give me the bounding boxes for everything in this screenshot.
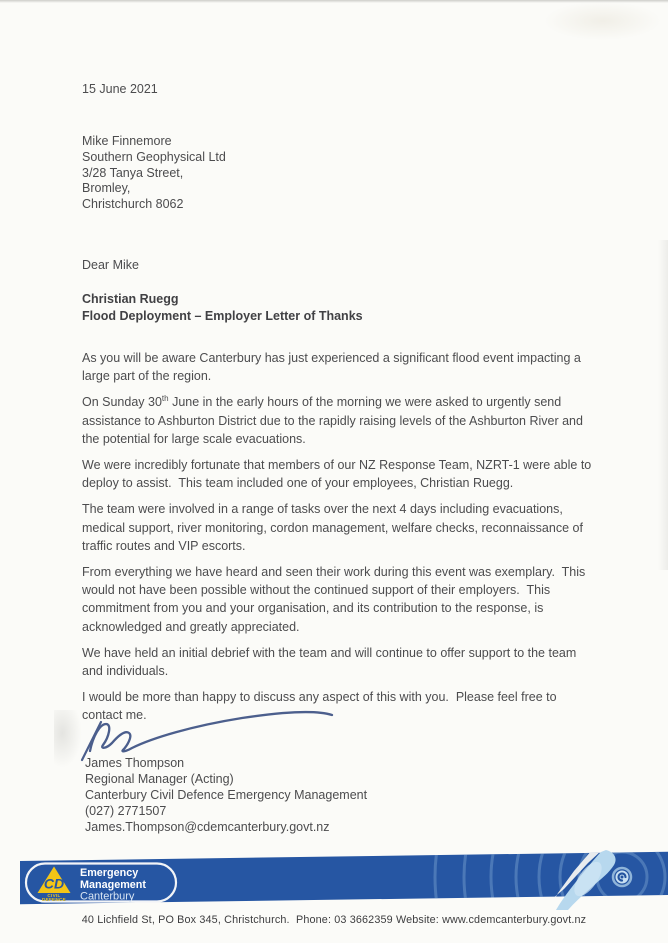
- paragraph-line: the potential for large scale evacuations.: [82, 431, 306, 446]
- paragraph-line: We have held an initial debrief with the team and will continue to offer support to the team: [82, 645, 577, 660]
- subject-title: Flood Deployment – Employer Letter of Thanks: [82, 308, 363, 323]
- paragraph-line: traffic routes and VIP escorts.: [82, 538, 246, 553]
- superscript-ordinal: th: [161, 394, 169, 404]
- salutation: Dear Mike: [82, 258, 139, 272]
- paragraph-line: I would be more than happy to discuss any aspect of this with you. Please feel free to: [82, 690, 557, 705]
- paragraph-text: June in the early hours of the morning we were asked to urgently send: [168, 395, 562, 410]
- footer-contact-line: 40 Lichfield St, PO Box 345, Christchurch. Phone: 03 3662359 Website: www.cdemcanterbury.govt.nz: [81, 914, 587, 926]
- scan-smudge: [545, 2, 660, 40]
- date-line: 15 June 2021: [82, 82, 158, 96]
- paragraph: [82, 349, 622, 385]
- paragraph-line: acknowledged and greatly appreciated.: [82, 619, 300, 634]
- scan-crease: [658, 240, 668, 570]
- footer-banner: [18, 849, 668, 911]
- paragraph-line: We were incredibly fortunate that members of our NZ Response Team, NZRT-1 were able to: [82, 458, 592, 473]
- paragraph-line: contact me.: [82, 708, 147, 723]
- sender-email: James.Thompson@cdemcanterbury.govt.nz: [85, 820, 330, 834]
- paragraph-line: assistance to Ashburton District due to the rapidly raising levels of the Ashburton River and: [82, 413, 583, 428]
- recipient-company: Southern Geophysical Ltd: [82, 149, 226, 164]
- org-line-emergency: Emergency: [80, 867, 139, 879]
- paragraph: [82, 500, 622, 555]
- subject-block: [82, 291, 363, 325]
- paragraph-line: and individuals.: [82, 664, 169, 679]
- paragraph-line: [82, 393, 622, 411]
- cd-initials: CD: [43, 875, 65, 892]
- paragraph: [82, 456, 622, 492]
- recipient-city: Christchurch 8062: [82, 197, 184, 212]
- paragraph-line: would not have been possible without the continued support of their employers. This: [82, 583, 551, 598]
- koru-dot: [621, 876, 624, 879]
- paragraph-line: From everything we have heard and seen their work during this event was exemplary. This: [82, 565, 586, 580]
- cd-caption-civil: CIVIL: [47, 892, 61, 898]
- org-line-canterbury: Canterbury: [80, 890, 135, 903]
- paragraph: [82, 393, 622, 448]
- paragraph-line: large part of the region.: [82, 369, 212, 384]
- recipient-name: Mike Finnemore: [82, 134, 172, 148]
- sender-organisation: Canterbury Civil Defence Emergency Management: [85, 788, 368, 802]
- org-line-management: Management: [80, 878, 146, 891]
- subject-person: Christian Ruegg: [82, 292, 179, 306]
- recipient-address: [82, 134, 226, 213]
- paragraph-line: commitment from you and your organisation, and its contribution to the response, is: [82, 601, 544, 616]
- paragraph-line: deploy to assist. This team included one of your employees, Christian Ruegg.: [82, 476, 514, 491]
- paragraph-line: As you will be aware Canterbury has just experienced a significant flood event impacting a: [82, 351, 581, 365]
- sender-phone: (027) 2771507: [85, 804, 167, 818]
- paragraph-line: The team were involved in a range of tasks over the next 4 days including evacuations,: [82, 502, 563, 517]
- recipient-street: 3/28 Tanya Street,: [82, 165, 184, 180]
- letter-body: [82, 349, 622, 733]
- sender-name: James Thompson: [85, 756, 185, 770]
- cd-caption-defence: DEFENCE: [41, 897, 67, 902]
- paragraph-text: On Sunday 30: [82, 395, 162, 410]
- paragraph: [82, 644, 622, 680]
- recipient-suburb: Bromley,: [82, 181, 131, 196]
- signature-stroke: [90, 712, 332, 751]
- paragraph: [82, 563, 622, 636]
- signature-block: [85, 755, 367, 835]
- sender-title: Regional Manager (Acting): [85, 772, 234, 786]
- paragraph-line: medical support, river monitoring, cordon management, welfare checks, reconnaissance of: [82, 520, 583, 535]
